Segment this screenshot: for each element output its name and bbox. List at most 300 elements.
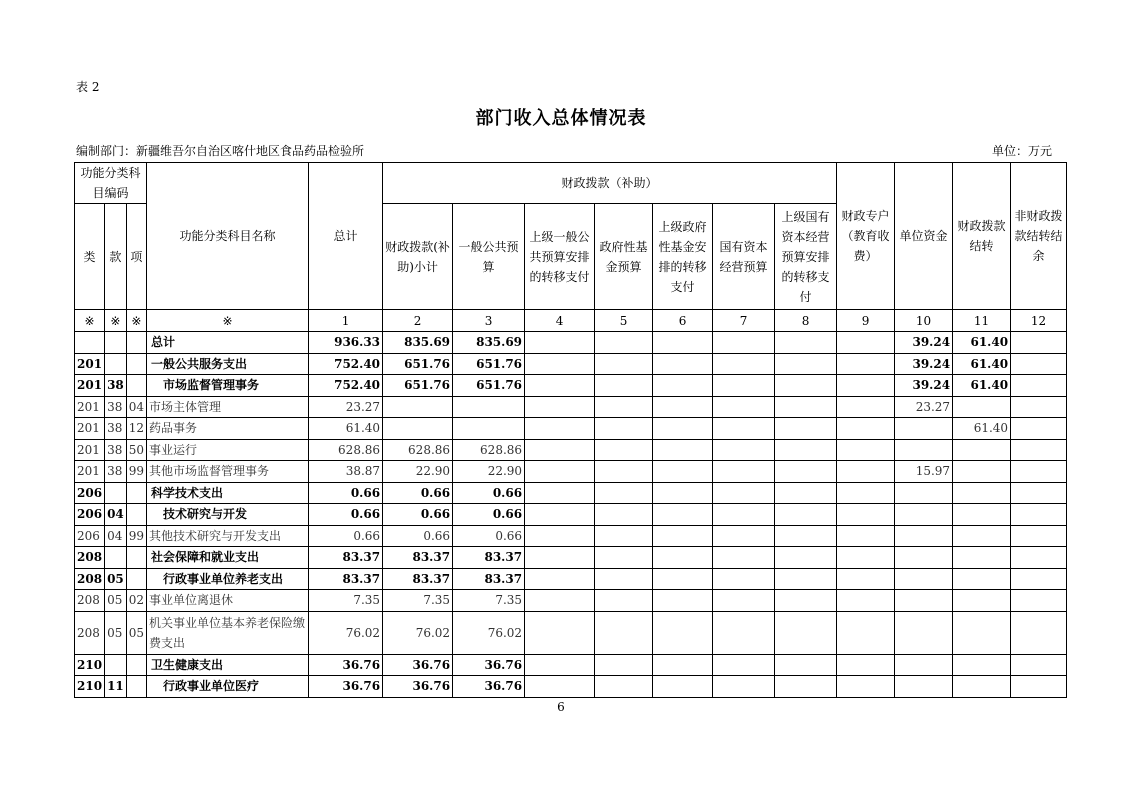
cell-lei: 206: [75, 504, 105, 526]
cell-fiscal-carryover: [953, 396, 1011, 418]
table-row: [75, 676, 1067, 698]
cell-gov-fund: [595, 439, 653, 461]
cell-gov-fund: [595, 375, 653, 397]
cell-fiscal-carryover: [953, 654, 1011, 676]
header-xiang: 项: [126, 204, 146, 310]
cell-general-budget: [453, 396, 525, 418]
cell-fiscal-subtotal: 835.69: [383, 332, 453, 354]
cell-fiscal-special: [837, 418, 895, 440]
cell-fiscal-special: [837, 676, 895, 698]
cell-upper-general-transfer: [525, 439, 595, 461]
column-index-cell: 6: [653, 310, 713, 332]
cell-nonfiscal-carryover: [1011, 676, 1067, 698]
cell-upper-general-transfer: [525, 590, 595, 612]
cell-general-budget: 651.76: [453, 375, 525, 397]
cell-upper-state-capital-transfer: [775, 654, 837, 676]
cell-xiang: 99: [126, 525, 146, 547]
cell-unit-funds: [895, 568, 953, 590]
cell-fiscal-subtotal: [383, 418, 453, 440]
header-fiscal-carryover: 财政拨款结转: [953, 163, 1011, 310]
cell-fiscal-subtotal: 0.66: [383, 482, 453, 504]
header-general-budget: 一般公共预算: [453, 204, 525, 310]
cell-upper-general-transfer: [525, 547, 595, 569]
cell-fiscal-special: [837, 568, 895, 590]
cell-upper-general-transfer: [525, 482, 595, 504]
column-index-cell: 10: [895, 310, 953, 332]
table-row: [75, 590, 1067, 612]
cell-upper-gov-fund-transfer: [653, 654, 713, 676]
cell-upper-general-transfer: [525, 396, 595, 418]
cell-fiscal-subtotal: 0.66: [383, 504, 453, 526]
cell-unit-funds: 23.27: [895, 396, 953, 418]
cell-lei: 206: [75, 525, 105, 547]
column-index-row: [75, 310, 1067, 332]
cell-state-capital: [713, 439, 775, 461]
cell-fiscal-subtotal: 651.76: [383, 353, 453, 375]
cell-name: 一般公共服务支出: [147, 353, 309, 375]
table-row: [75, 547, 1067, 569]
cell-fiscal-subtotal: [383, 396, 453, 418]
cell-fiscal-special: [837, 504, 895, 526]
cell-name: 机关事业单位基本养老保险缴费支出: [147, 611, 309, 654]
cell-state-capital: [713, 396, 775, 418]
column-index-cell: 12: [1011, 310, 1067, 332]
cell-unit-funds: [895, 590, 953, 612]
cell-general-budget: 7.35: [453, 590, 525, 612]
cell-nonfiscal-carryover: [1011, 611, 1067, 654]
cell-gov-fund: [595, 525, 653, 547]
cell-gov-fund: [595, 461, 653, 483]
cell-kuan: 05: [105, 611, 127, 654]
column-index-cell: 1: [309, 310, 383, 332]
column-index-cell: ※: [126, 310, 146, 332]
table-row: [75, 375, 1067, 397]
cell-gov-fund: [595, 396, 653, 418]
cell-upper-gov-fund-transfer: [653, 504, 713, 526]
header-func-name: 功能分类科目名称: [147, 163, 309, 310]
cell-unit-funds: 15.97: [895, 461, 953, 483]
cell-general-budget: 0.66: [453, 482, 525, 504]
cell-fiscal-carryover: [953, 439, 1011, 461]
cell-fiscal-special: [837, 654, 895, 676]
cell-lei: 206: [75, 482, 105, 504]
cell-fiscal-carryover: [953, 547, 1011, 569]
column-index-cell: 3: [453, 310, 525, 332]
cell-upper-gov-fund-transfer: [653, 396, 713, 418]
table-row: [75, 654, 1067, 676]
cell-gov-fund: [595, 332, 653, 354]
cell-fiscal-carryover: [953, 482, 1011, 504]
cell-upper-general-transfer: [525, 504, 595, 526]
cell-fiscal-carryover: [953, 611, 1011, 654]
cell-upper-gov-fund-transfer: [653, 676, 713, 698]
table-row: [75, 525, 1067, 547]
cell-general-budget: 651.76: [453, 353, 525, 375]
cell-unit-funds: [895, 418, 953, 440]
cell-name: 其他技术研究与开发支出: [147, 525, 309, 547]
cell-unit-funds: [895, 504, 953, 526]
cell-fiscal-subtotal: 628.86: [383, 439, 453, 461]
cell-upper-general-transfer: [525, 332, 595, 354]
header-unit-funds: 单位资金: [895, 163, 953, 310]
cell-total: 23.27: [309, 396, 383, 418]
cell-fiscal-special: [837, 482, 895, 504]
cell-kuan: [105, 353, 127, 375]
table-row: [75, 461, 1067, 483]
cell-gov-fund: [595, 590, 653, 612]
page-number: 6: [557, 700, 565, 714]
cell-upper-gov-fund-transfer: [653, 461, 713, 483]
cell-lei: 208: [75, 568, 105, 590]
cell-fiscal-subtotal: 83.37: [383, 547, 453, 569]
cell-fiscal-carryover: 61.40: [953, 353, 1011, 375]
column-index-cell: 11: [953, 310, 1011, 332]
cell-upper-general-transfer: [525, 654, 595, 676]
cell-fiscal-subtotal: 651.76: [383, 375, 453, 397]
table-row: [75, 482, 1067, 504]
cell-lei: 201: [75, 375, 105, 397]
column-index-cell: 2: [383, 310, 453, 332]
cell-state-capital: [713, 504, 775, 526]
cell-upper-gov-fund-transfer: [653, 568, 713, 590]
table-row: [75, 418, 1067, 440]
cell-fiscal-special: [837, 611, 895, 654]
cell-total: 0.66: [309, 525, 383, 547]
column-index-cell: ※: [75, 310, 105, 332]
cell-upper-general-transfer: [525, 611, 595, 654]
cell-kuan: 38: [105, 461, 127, 483]
cell-name: 社会保障和就业支出: [147, 547, 309, 569]
cell-nonfiscal-carryover: [1011, 461, 1067, 483]
cell-lei: 210: [75, 676, 105, 698]
header-upper-general-transfer: 上级一般公共预算安排的转移支付: [525, 204, 595, 310]
cell-upper-state-capital-transfer: [775, 418, 837, 440]
cell-total: 38.87: [309, 461, 383, 483]
cell-general-budget: 76.02: [453, 611, 525, 654]
table-label: 表 2: [76, 80, 100, 94]
cell-upper-general-transfer: [525, 353, 595, 375]
cell-xiang: [126, 353, 146, 375]
cell-state-capital: [713, 590, 775, 612]
cell-xiang: 50: [126, 439, 146, 461]
table-row: [75, 332, 1067, 354]
cell-nonfiscal-carryover: [1011, 547, 1067, 569]
unit-label: 单位：万元: [991, 144, 1052, 158]
cell-upper-state-capital-transfer: [775, 375, 837, 397]
cell-total: 83.37: [309, 568, 383, 590]
cell-unit-funds: [895, 611, 953, 654]
cell-nonfiscal-carryover: [1011, 418, 1067, 440]
cell-general-budget: 83.37: [453, 547, 525, 569]
cell-unit-funds: 39.24: [895, 375, 953, 397]
cell-upper-state-capital-transfer: [775, 482, 837, 504]
cell-name: 其他市场监督管理事务: [147, 461, 309, 483]
cell-fiscal-special: [837, 525, 895, 547]
cell-nonfiscal-carryover: [1011, 396, 1067, 418]
cell-upper-gov-fund-transfer: [653, 611, 713, 654]
cell-fiscal-special: [837, 461, 895, 483]
cell-gov-fund: [595, 547, 653, 569]
cell-kuan: 04: [105, 525, 127, 547]
income-summary-table: [74, 162, 1067, 698]
cell-gov-fund: [595, 654, 653, 676]
cell-fiscal-special: [837, 375, 895, 397]
cell-kuan: 38: [105, 439, 127, 461]
cell-upper-general-transfer: [525, 525, 595, 547]
cell-total: 936.33: [309, 332, 383, 354]
column-index-cell: 9: [837, 310, 895, 332]
cell-general-budget: 628.86: [453, 439, 525, 461]
cell-total: 752.40: [309, 375, 383, 397]
cell-nonfiscal-carryover: [1011, 568, 1067, 590]
cell-general-budget: 36.76: [453, 654, 525, 676]
cell-total: 7.35: [309, 590, 383, 612]
cell-name: 事业运行: [147, 439, 309, 461]
cell-kuan: [105, 654, 127, 676]
cell-xiang: 05: [126, 611, 146, 654]
cell-fiscal-carryover: 61.40: [953, 418, 1011, 440]
cell-upper-state-capital-transfer: [775, 439, 837, 461]
cell-xiang: [126, 654, 146, 676]
cell-xiang: 02: [126, 590, 146, 612]
header-func-code: 功能分类科目编码: [75, 163, 147, 204]
cell-total: 752.40: [309, 353, 383, 375]
cell-general-budget: 22.90: [453, 461, 525, 483]
cell-fiscal-special: [837, 590, 895, 612]
header-upper-gov-fund-transfer: 上级政府性基金安排的转移支付: [653, 204, 713, 310]
cell-lei: 201: [75, 461, 105, 483]
cell-fiscal-subtotal: 0.66: [383, 525, 453, 547]
page-title: 部门收入总体情况表: [475, 108, 647, 129]
cell-unit-funds: [895, 547, 953, 569]
cell-nonfiscal-carryover: [1011, 504, 1067, 526]
cell-upper-state-capital-transfer: [775, 568, 837, 590]
cell-xiang: [126, 375, 146, 397]
cell-gov-fund: [595, 611, 653, 654]
cell-upper-gov-fund-transfer: [653, 332, 713, 354]
cell-nonfiscal-carryover: [1011, 332, 1067, 354]
cell-upper-gov-fund-transfer: [653, 439, 713, 461]
cell-upper-state-capital-transfer: [775, 353, 837, 375]
cell-unit-funds: [895, 525, 953, 547]
cell-xiang: [126, 504, 146, 526]
cell-upper-state-capital-transfer: [775, 525, 837, 547]
cell-unit-funds: [895, 439, 953, 461]
cell-kuan: 38: [105, 418, 127, 440]
cell-kuan: [105, 482, 127, 504]
cell-gov-fund: [595, 504, 653, 526]
cell-lei: [75, 332, 105, 354]
cell-fiscal-subtotal: 76.02: [383, 611, 453, 654]
cell-upper-gov-fund-transfer: [653, 590, 713, 612]
cell-fiscal-carryover: [953, 676, 1011, 698]
cell-lei: 201: [75, 396, 105, 418]
header-total: 总计: [309, 163, 383, 310]
cell-upper-state-capital-transfer: [775, 332, 837, 354]
cell-state-capital: [713, 482, 775, 504]
cell-fiscal-carryover: [953, 504, 1011, 526]
header-fiscal-subtotal: 财政拨款(补助)小计: [383, 204, 453, 310]
cell-upper-state-capital-transfer: [775, 676, 837, 698]
cell-upper-general-transfer: [525, 568, 595, 590]
cell-nonfiscal-carryover: [1011, 375, 1067, 397]
column-index-cell: 5: [595, 310, 653, 332]
cell-general-budget: 835.69: [453, 332, 525, 354]
cell-upper-general-transfer: [525, 375, 595, 397]
column-index-cell: 7: [713, 310, 775, 332]
table-row: [75, 353, 1067, 375]
cell-fiscal-subtotal: 22.90: [383, 461, 453, 483]
cell-unit-funds: 39.24: [895, 332, 953, 354]
cell-fiscal-carryover: 61.40: [953, 332, 1011, 354]
column-index-cell: 8: [775, 310, 837, 332]
cell-xiang: 12: [126, 418, 146, 440]
cell-upper-general-transfer: [525, 461, 595, 483]
cell-name: 市场监督管理事务: [147, 375, 309, 397]
cell-state-capital: [713, 568, 775, 590]
table-row: [75, 396, 1067, 418]
cell-upper-state-capital-transfer: [775, 590, 837, 612]
cell-nonfiscal-carryover: [1011, 353, 1067, 375]
cell-fiscal-carryover: [953, 525, 1011, 547]
cell-lei: 210: [75, 654, 105, 676]
cell-total: 36.76: [309, 654, 383, 676]
cell-general-budget: 83.37: [453, 568, 525, 590]
header-kuan: 款: [105, 204, 127, 310]
cell-fiscal-subtotal: 36.76: [383, 676, 453, 698]
header-fiscal-special: 财政专户（教育收费）: [837, 163, 895, 310]
cell-kuan: 38: [105, 396, 127, 418]
cell-gov-fund: [595, 482, 653, 504]
cell-upper-gov-fund-transfer: [653, 482, 713, 504]
cell-name: 总计: [147, 332, 309, 354]
cell-upper-gov-fund-transfer: [653, 375, 713, 397]
cell-upper-gov-fund-transfer: [653, 525, 713, 547]
cell-fiscal-carryover: 61.40: [953, 375, 1011, 397]
cell-state-capital: [713, 418, 775, 440]
cell-lei: 201: [75, 353, 105, 375]
cell-total: 0.66: [309, 482, 383, 504]
cell-kuan: 05: [105, 568, 127, 590]
cell-kuan: 11: [105, 676, 127, 698]
cell-fiscal-special: [837, 332, 895, 354]
header-lei: 类: [75, 204, 105, 310]
cell-fiscal-special: [837, 353, 895, 375]
header-upper-state-capital-transfer: 上级国有资本经营预算安排的转移支付: [775, 204, 837, 310]
cell-name: 市场主体管理: [147, 396, 309, 418]
column-index-cell: ※: [105, 310, 127, 332]
cell-total: 628.86: [309, 439, 383, 461]
cell-name: 行政事业单位医疗: [147, 676, 309, 698]
cell-kuan: 04: [105, 504, 127, 526]
cell-state-capital: [713, 654, 775, 676]
table-row: [75, 568, 1067, 590]
cell-fiscal-carryover: [953, 568, 1011, 590]
cell-name: 事业单位离退休: [147, 590, 309, 612]
cell-xiang: [126, 547, 146, 569]
cell-unit-funds: [895, 676, 953, 698]
table-row: [75, 611, 1067, 654]
cell-nonfiscal-carryover: [1011, 654, 1067, 676]
cell-upper-general-transfer: [525, 418, 595, 440]
cell-total: 76.02: [309, 611, 383, 654]
cell-xiang: 99: [126, 461, 146, 483]
cell-nonfiscal-carryover: [1011, 525, 1067, 547]
cell-gov-fund: [595, 353, 653, 375]
cell-state-capital: [713, 461, 775, 483]
cell-upper-general-transfer: [525, 676, 595, 698]
cell-kuan: 05: [105, 590, 127, 612]
cell-general-budget: 36.76: [453, 676, 525, 698]
cell-fiscal-carryover: [953, 590, 1011, 612]
cell-name: 科学技术支出: [147, 482, 309, 504]
column-index-cell: ※: [147, 310, 309, 332]
cell-state-capital: [713, 332, 775, 354]
cell-xiang: [126, 568, 146, 590]
cell-kuan: 38: [105, 375, 127, 397]
cell-general-budget: 0.66: [453, 504, 525, 526]
cell-xiang: [126, 676, 146, 698]
cell-unit-funds: [895, 482, 953, 504]
cell-fiscal-special: [837, 396, 895, 418]
cell-general-budget: [453, 418, 525, 440]
cell-state-capital: [713, 611, 775, 654]
cell-lei: 208: [75, 547, 105, 569]
cell-upper-gov-fund-transfer: [653, 353, 713, 375]
cell-nonfiscal-carryover: [1011, 482, 1067, 504]
cell-upper-state-capital-transfer: [775, 611, 837, 654]
cell-total: 0.66: [309, 504, 383, 526]
cell-lei: 208: [75, 611, 105, 654]
cell-total: 36.76: [309, 676, 383, 698]
cell-nonfiscal-carryover: [1011, 590, 1067, 612]
cell-state-capital: [713, 353, 775, 375]
cell-upper-gov-fund-transfer: [653, 418, 713, 440]
cell-name: 药品事务: [147, 418, 309, 440]
cell-name: 行政事业单位养老支出: [147, 568, 309, 590]
cell-state-capital: [713, 547, 775, 569]
cell-name: 技术研究与开发: [147, 504, 309, 526]
cell-total: 83.37: [309, 547, 383, 569]
cell-lei: 201: [75, 439, 105, 461]
table-row: [75, 504, 1067, 526]
cell-fiscal-special: [837, 439, 895, 461]
cell-name: 卫生健康支出: [147, 654, 309, 676]
cell-gov-fund: [595, 418, 653, 440]
header-nonfiscal-carryover: 非财政拨款结转结余: [1011, 163, 1067, 310]
department-label: 编制部门：新疆维吾尔自治区喀什地区食品药品检验所: [76, 144, 365, 158]
cell-kuan: [105, 332, 127, 354]
cell-unit-funds: 39.24: [895, 353, 953, 375]
cell-gov-fund: [595, 568, 653, 590]
cell-upper-state-capital-transfer: [775, 396, 837, 418]
cell-upper-state-capital-transfer: [775, 461, 837, 483]
cell-fiscal-subtotal: 7.35: [383, 590, 453, 612]
cell-xiang: 04: [126, 396, 146, 418]
cell-xiang: [126, 482, 146, 504]
header-fiscal-group: 财政拨款（补助）: [383, 163, 837, 204]
cell-fiscal-subtotal: 36.76: [383, 654, 453, 676]
cell-lei: 208: [75, 590, 105, 612]
cell-upper-state-capital-transfer: [775, 504, 837, 526]
cell-state-capital: [713, 375, 775, 397]
cell-upper-state-capital-transfer: [775, 547, 837, 569]
table-body: [75, 332, 1067, 698]
table-row: [75, 439, 1067, 461]
cell-total: 61.40: [309, 418, 383, 440]
cell-xiang: [126, 332, 146, 354]
cell-fiscal-carryover: [953, 461, 1011, 483]
